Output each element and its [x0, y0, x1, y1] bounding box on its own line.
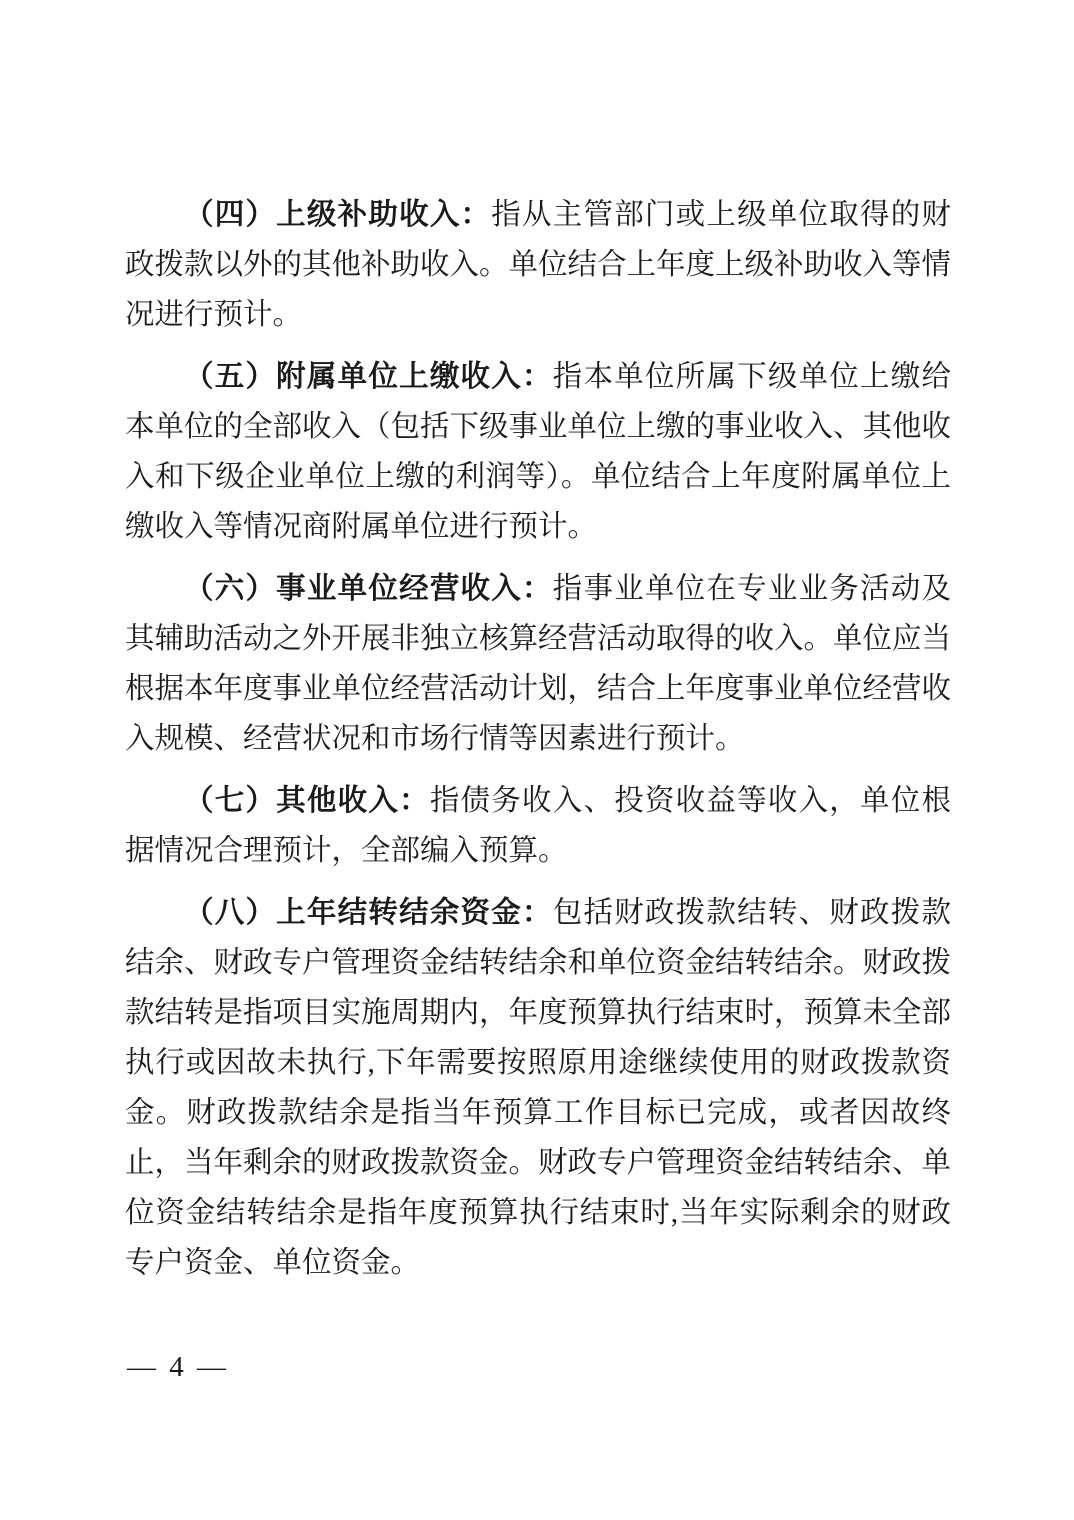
- paragraph-text: 指本单位所属下级单位上缴给本单位的全部收入（包括下级事业单位上缴的事业收入、其他收入和下级企业单位上缴的利润等）。单位结合上年度附属单位上缴收入等情况商附属单位进行预计。: [125, 361, 952, 543]
- page-number: — 4 —: [127, 1351, 229, 1383]
- paragraph-item-8: [125, 888, 951, 1288]
- paragraph-item-5: [125, 352, 951, 552]
- paragraph-heading: （四）上级补助收入：: [184, 199, 492, 231]
- paragraph-item-7: [125, 776, 951, 876]
- paragraph-text: 包括财政拨款结转、财政拨款结余、财政专户管理资金结转结余和单位资金结转结余。财政拨款结转是指项目实施周期内，年度预算执行结束时，预算未全部执行或因故未执行,下年需要按照原用途继续使用的财政拨款资金。财政拨款结余是指当年预算工作目标已完成，或者因故终止，当年剩余的财政拨款资金。财政专户管理资金结转结余、单位资金结转结余是指年度预算执行结束时,当年实际剩余的财政专户资金、单位资金。: [125, 897, 952, 1279]
- paragraph-text: 指从主管部门或上级单位取得的财政拨款以外的其他补助收入。单位结合上年度上级补助收入等情况进行预计。: [125, 199, 952, 331]
- paragraph-item-4: [125, 190, 951, 340]
- document-body: [125, 190, 951, 1300]
- paragraph-text: 指事业单位在专业业务活动及其辅助活动之外开展非独立核算经营活动取得的收入。单位应当根据本年度事业单位经营活动计划，结合上年度事业单位经营收入规模、经营状况和市场行情等因素进行预计。: [125, 573, 952, 755]
- paragraph-heading: （七）其他收入：: [184, 785, 430, 817]
- paragraph-heading: （五）附属单位上缴收入：: [184, 361, 553, 393]
- paragraph-text: 指债务收入、投资收益等收入，单位根据情况合理预计，全部编入预算。: [125, 785, 951, 867]
- paragraph-heading: （六）事业单位经营收入：: [184, 573, 553, 605]
- paragraph-heading: （八）上年结转结余资金：: [184, 897, 553, 929]
- paragraph-item-6: [125, 564, 951, 764]
